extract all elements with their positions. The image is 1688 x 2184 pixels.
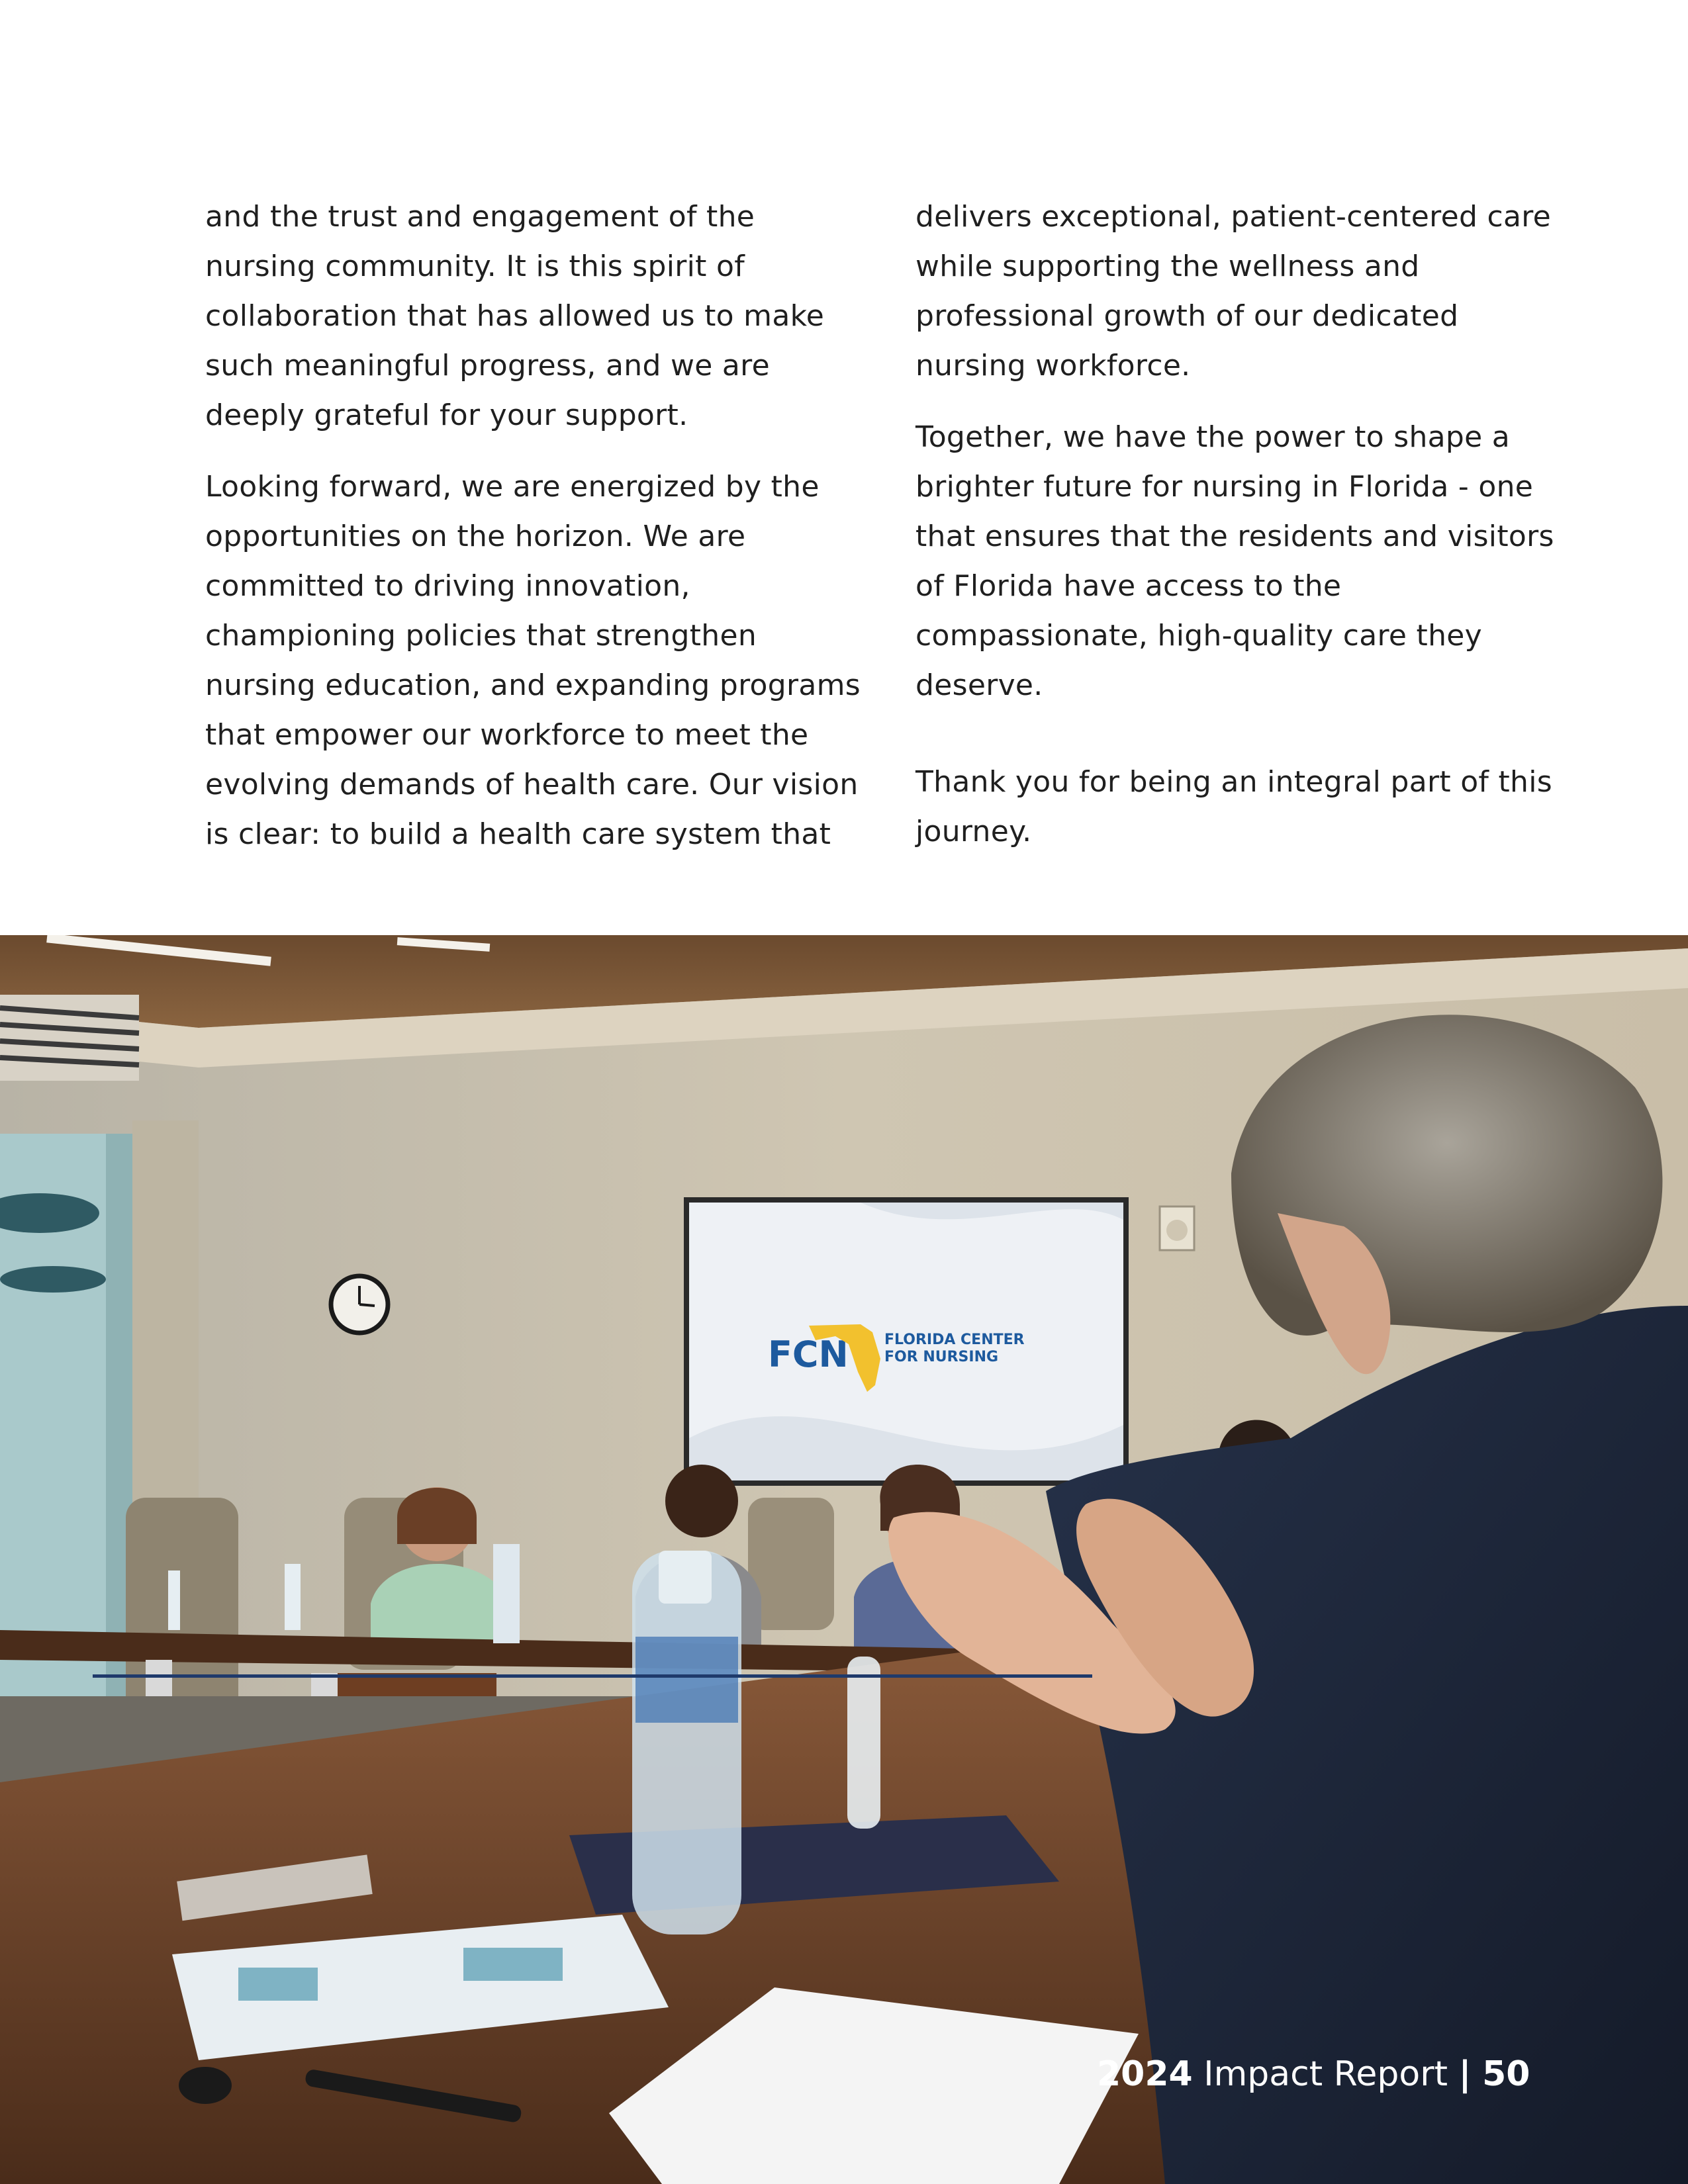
text-column-right [915, 192, 1577, 856]
paragraph: Looking forward, we are energized by the opportunities on the horizon. We are committed to driving innovation, championing policies that strengthen nursing education, and expanding programs that empower our workforce to meet the evolving demands of health care. Our vision is clear: to build a health care system that [205, 470, 861, 851]
page-footer [1097, 2052, 1560, 2097]
meeting-photo [0, 935, 1688, 2184]
text-column-left [205, 192, 867, 859]
paragraph: Together, we have the power to shape a brighter future for nursing in Florida - one that ensures that the residents and visitors of Florida have access to the compassionate, high-quality care they deserve. [915, 420, 1554, 702]
screen-logo-line1: FLORIDA CENTER [884, 1332, 1025, 1348]
screen-logo-abbr: FCN [768, 1334, 849, 1375]
footer-separator: | [1458, 2054, 1472, 2094]
paragraph: Thank you for being an integral part of this journey. [915, 765, 1552, 848]
footer-year: 2024 [1097, 2054, 1193, 2094]
footer-title: Impact Report [1203, 2054, 1448, 2094]
page-number: 50 [1482, 2054, 1530, 2094]
accent-rule [93, 1674, 1092, 1678]
paragraph: and the trust and engagement of the nursing community. It is this spirit of collaboration that has allowed us to make such meaningful progress, and we are deeply grateful for your support. [205, 200, 825, 432]
screen-logo-line2: FOR NURSING [884, 1349, 999, 1365]
paragraph: delivers exceptional, patient-centered care while supporting the wellness and professional growth of our dedicated nursing workforce. [915, 200, 1552, 383]
